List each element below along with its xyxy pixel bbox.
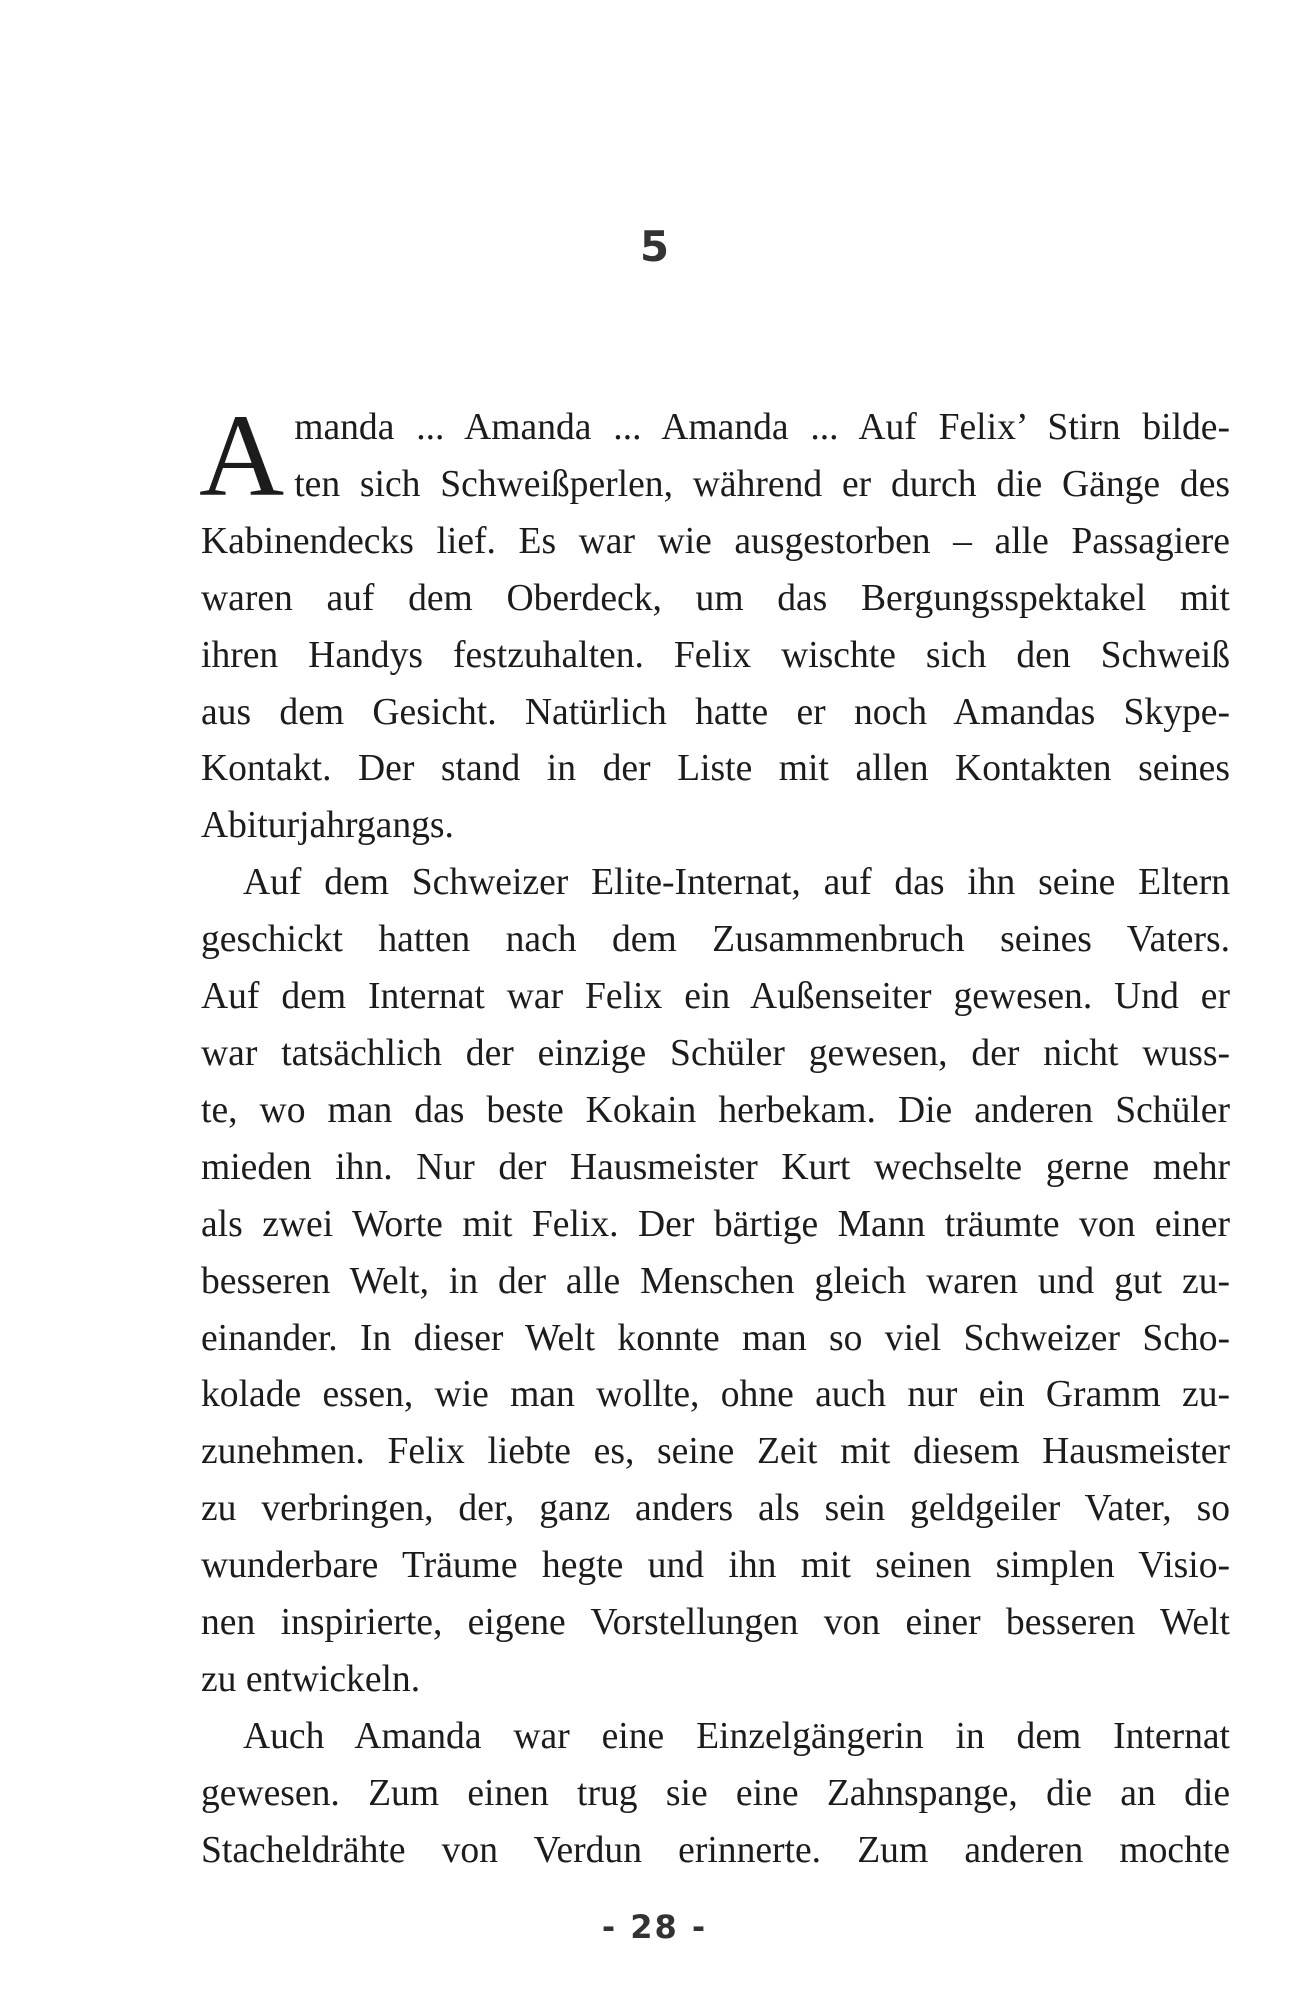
body-text [199,390,1230,1880]
text-line: als zwei Worte mit Felix. Der bärtige Mann träumte von einer [201,1203,1230,1245]
text-line: nen inspirierte, eigene Vorstellungen von einer besseren Welt [201,1602,1230,1644]
chapter-number: 5 [639,222,670,271]
text-line: geschickt hatten nach dem Zusammenbruch seines Vaters. [201,919,1230,961]
text-line: zunehmen. Felix liebte es, seine Zeit mit diesem Hausmeister [201,1431,1230,1473]
text-line: ihren Handys festzuhalten. Felix wischte sich den Schweiß [201,634,1230,676]
text-line: ten sich Schweißperlen, während er durch die Gänge des [294,463,1230,505]
text-line: zu entwickeln. [201,1658,421,1700]
text-line: manda ... Amanda ... Amanda ... Auf Felix’ Stirn bilde- [294,407,1230,448]
text-line: aus dem Gesicht. Natürlich hatte er noch Amandas Skype- [201,691,1230,733]
drop-cap: A [199,390,285,521]
text-line: zu verbringen, der, ganz anders als sein geldgeiler Vater, so [201,1488,1230,1530]
text-line: Stacheldrähte von Verdun erinnerte. Zum anderen mochte [201,1829,1230,1871]
text-line: Auf dem Schweizer Elite-Internat, auf das ihn seine Eltern [243,862,1230,904]
text-line: war tatsächlich der einzige Schüler gewesen, der nicht wuss- [201,1032,1230,1074]
text-line: Abiturjahrgangs. [201,805,454,847]
paragraph-1 [199,390,1230,855]
text-line: einander. In dieser Welt konnte man so viel Schweizer Scho- [201,1317,1230,1359]
paragraph-3 [201,1709,1230,1880]
text-line: gewesen. Zum einen trug sie eine Zahnspange, die an die [201,1772,1230,1814]
text-line: besseren Welt, in der alle Menschen gleich waren und gut zu- [201,1260,1230,1302]
text-line: Auf dem Internat war Felix ein Außenseiter gewesen. Und er [201,976,1230,1018]
text-line: wunderbare Träume hegte und ihn mit seinen simplen Visio- [201,1545,1230,1587]
text-line: te, wo man das beste Kokain herbekam. Die anderen Schüler [201,1089,1230,1131]
text-line: mieden ihn. Nur der Hausmeister Kurt wechselte gerne mehr [201,1146,1230,1188]
text-line: Kabinendecks lief. Es war wie ausgestorben – alle Passagiere [201,520,1230,562]
text-line: Auch Amanda war eine Einzelgängerin in dem Internat [243,1715,1230,1757]
text-line: waren auf dem Oberdeck, um das Bergungsspektakel mit [201,577,1230,619]
text-line: Kontakt. Der stand in der Liste mit allen Kontakten seines [201,748,1230,790]
page-number: - 28 - [601,1908,708,1946]
paragraph-2 [201,855,1230,1709]
text-line: kolade essen, wie man wollte, ohne auch nur ein Gramm zu- [201,1374,1230,1416]
